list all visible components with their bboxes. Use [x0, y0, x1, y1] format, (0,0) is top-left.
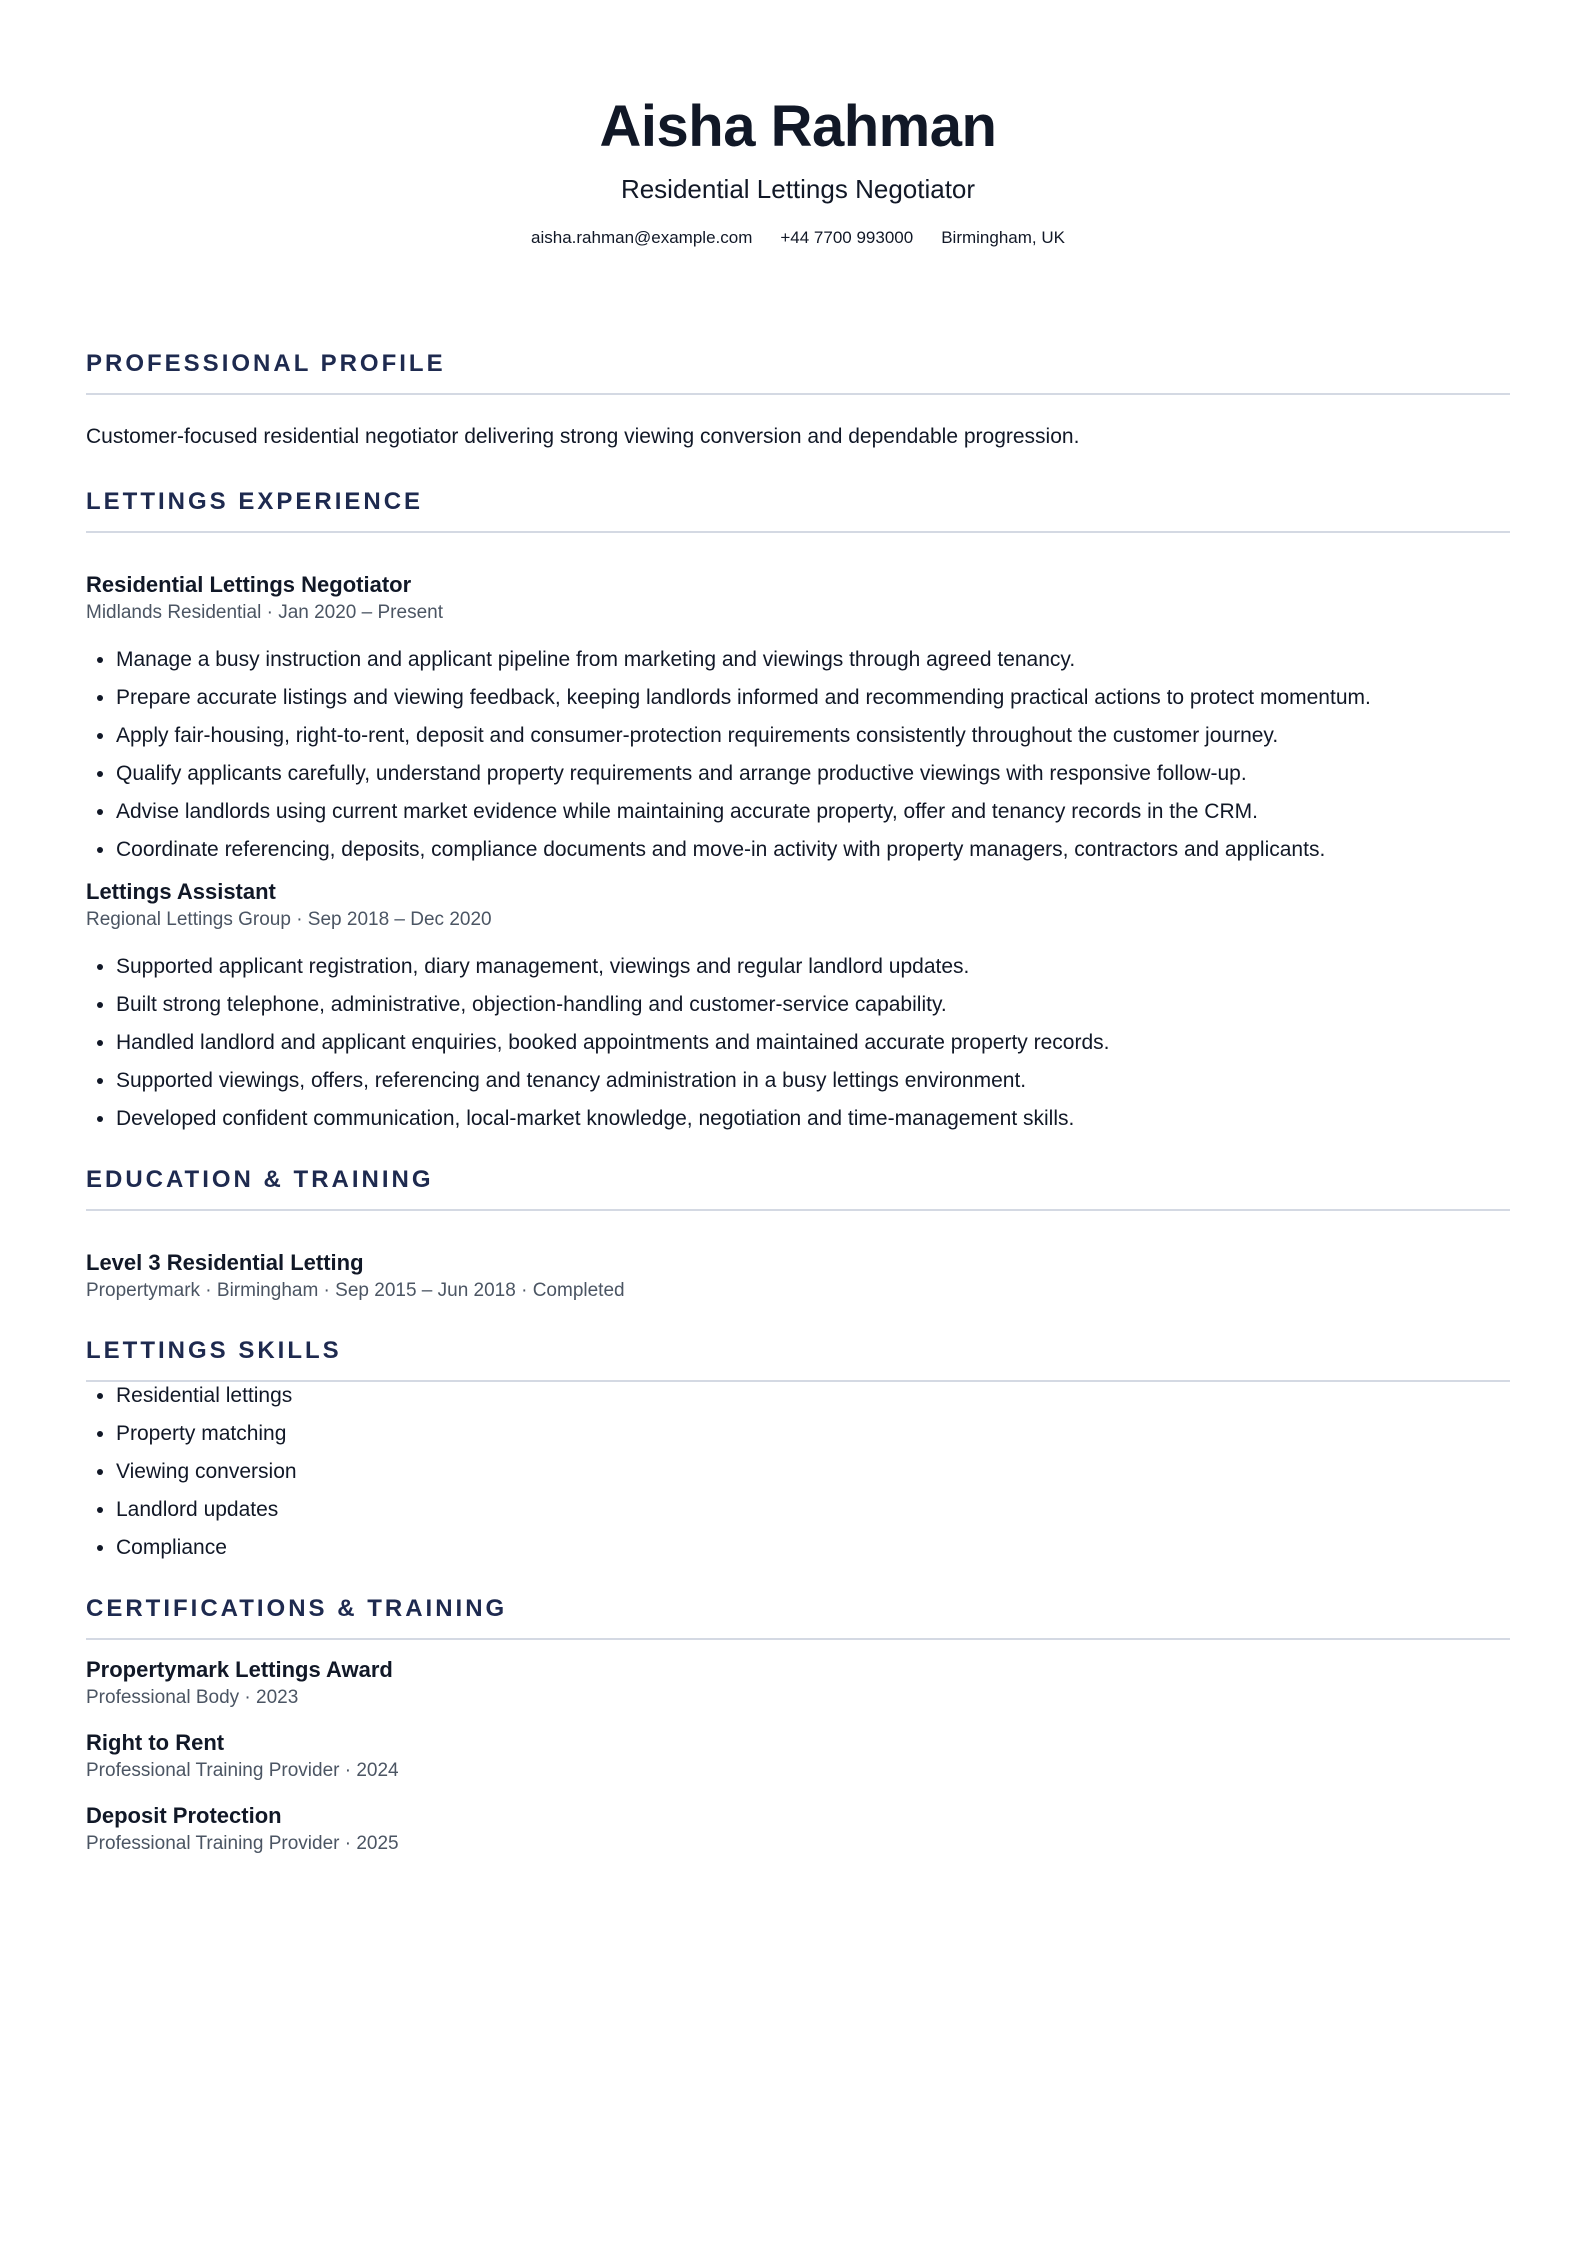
skill-item: • Property matching [116, 1420, 1510, 1448]
certification-entry [86, 1729, 1510, 1784]
certification-title: Deposit Protection [86, 1803, 282, 1828]
job-meta: Midlands Residential · Jan 2020 – Present [86, 602, 443, 623]
list-item: • Supported applicant registration, diary management, viewings and regular landlord updates. [116, 953, 1510, 981]
list-item: • Developed confident communication, local-market knowledge, negotiation and time-management skills. [116, 1105, 1510, 1133]
job-meta: Regional Lettings Group · Sep 2018 – Dec 2020 [86, 909, 492, 930]
job-title: Lettings Assistant [86, 879, 276, 904]
section-certifications [86, 1594, 1510, 1857]
list-item: • Apply fair-housing, right-to-rent, deposit and consumer-protection requirements consistently throughout the customer journey. [116, 722, 1510, 750]
resume-page [86, 0, 1510, 1857]
list-item: • Qualify applicants carefully, understand property requirements and arrange productive viewings with responsive follow-up. [116, 760, 1510, 788]
skill-item: • Viewing conversion [116, 1458, 1510, 1486]
list-item: • Built strong telephone, administrative, objection-handling and customer-service capability. [116, 991, 1510, 1019]
section-profile [86, 349, 1510, 451]
list-item: • Supported viewings, offers, referencing and tenancy administration in a busy lettings environment. [116, 1067, 1510, 1095]
certification-title: Propertymark Lettings Award [86, 1657, 393, 1682]
profile-summary: Customer-focused residential negotiator delivering strong viewing conversion and dependable progression. [86, 425, 1080, 448]
certification-entry [86, 1802, 1510, 1857]
section-experience [86, 487, 1510, 1133]
education-meta: Propertymark · Birmingham · Sep 2015 – Jun 2018 · Completed [86, 1280, 625, 1301]
contact-phone: +44 7700 993000 [780, 228, 914, 247]
skill-item: • Residential lettings [116, 1382, 1510, 1410]
list-item: • Handled landlord and applicant enquiries, booked appointments and maintained accurate property records. [116, 1029, 1510, 1057]
job-entry [86, 878, 1510, 1133]
education-title: Level 3 Residential Letting [86, 1250, 364, 1275]
section-divider [86, 1638, 1510, 1640]
section-divider [86, 1209, 1510, 1211]
skill-item: • Compliance [116, 1534, 1510, 1562]
list-item: • Advise landlords using current market evidence while maintaining accurate property, offer and tenancy records in the CRM. [116, 798, 1510, 826]
list-item: • Manage a busy instruction and applicant pipeline from marketing and viewings through agreed tenancy. [116, 646, 1510, 674]
section-divider [86, 393, 1510, 395]
contact-email: aisha.rahman@example.com [531, 228, 753, 247]
section-heading: EDUCATION & TRAINING [86, 1166, 434, 1193]
section-skills [86, 1336, 1510, 1562]
job-entry [86, 571, 1510, 864]
list-item: • Coordinate referencing, deposits, compliance documents and move-in activity with property managers, contractors and applicants. [116, 836, 1510, 864]
candidate-title: Residential Lettings Negotiator [620, 174, 976, 204]
section-heading: LETTINGS EXPERIENCE [86, 488, 424, 515]
job-bullets [86, 646, 1510, 864]
job-title: Residential Lettings Negotiator [86, 572, 412, 597]
certification-entry [86, 1656, 1510, 1711]
section-heading: CERTIFICATIONS & TRAINING [86, 1595, 508, 1622]
certification-meta: Professional Training Provider · 2025 [86, 1833, 399, 1854]
list-item: • Prepare accurate listings and viewing feedback, keeping landlords informed and recommending practical actions to protect momentum. [116, 684, 1510, 712]
skill-item: • Landlord updates [116, 1496, 1510, 1524]
contact-location: Birmingham, UK [941, 228, 1065, 247]
candidate-name: Aisha Rahman [599, 94, 997, 159]
section-divider [86, 531, 1510, 533]
certification-title: Right to Rent [86, 1730, 225, 1755]
certification-meta: Professional Training Provider · 2024 [86, 1760, 399, 1781]
contact-line [86, 226, 1510, 250]
skills-list [86, 1382, 1510, 1562]
section-heading: LETTINGS SKILLS [86, 1337, 342, 1364]
education-entry [86, 1249, 1510, 1304]
certification-meta: Professional Body · 2023 [86, 1687, 299, 1708]
resume-header [86, 0, 1510, 250]
section-heading: PROFESSIONAL PROFILE [86, 350, 446, 377]
job-bullets [86, 953, 1510, 1133]
section-education [86, 1165, 1510, 1304]
